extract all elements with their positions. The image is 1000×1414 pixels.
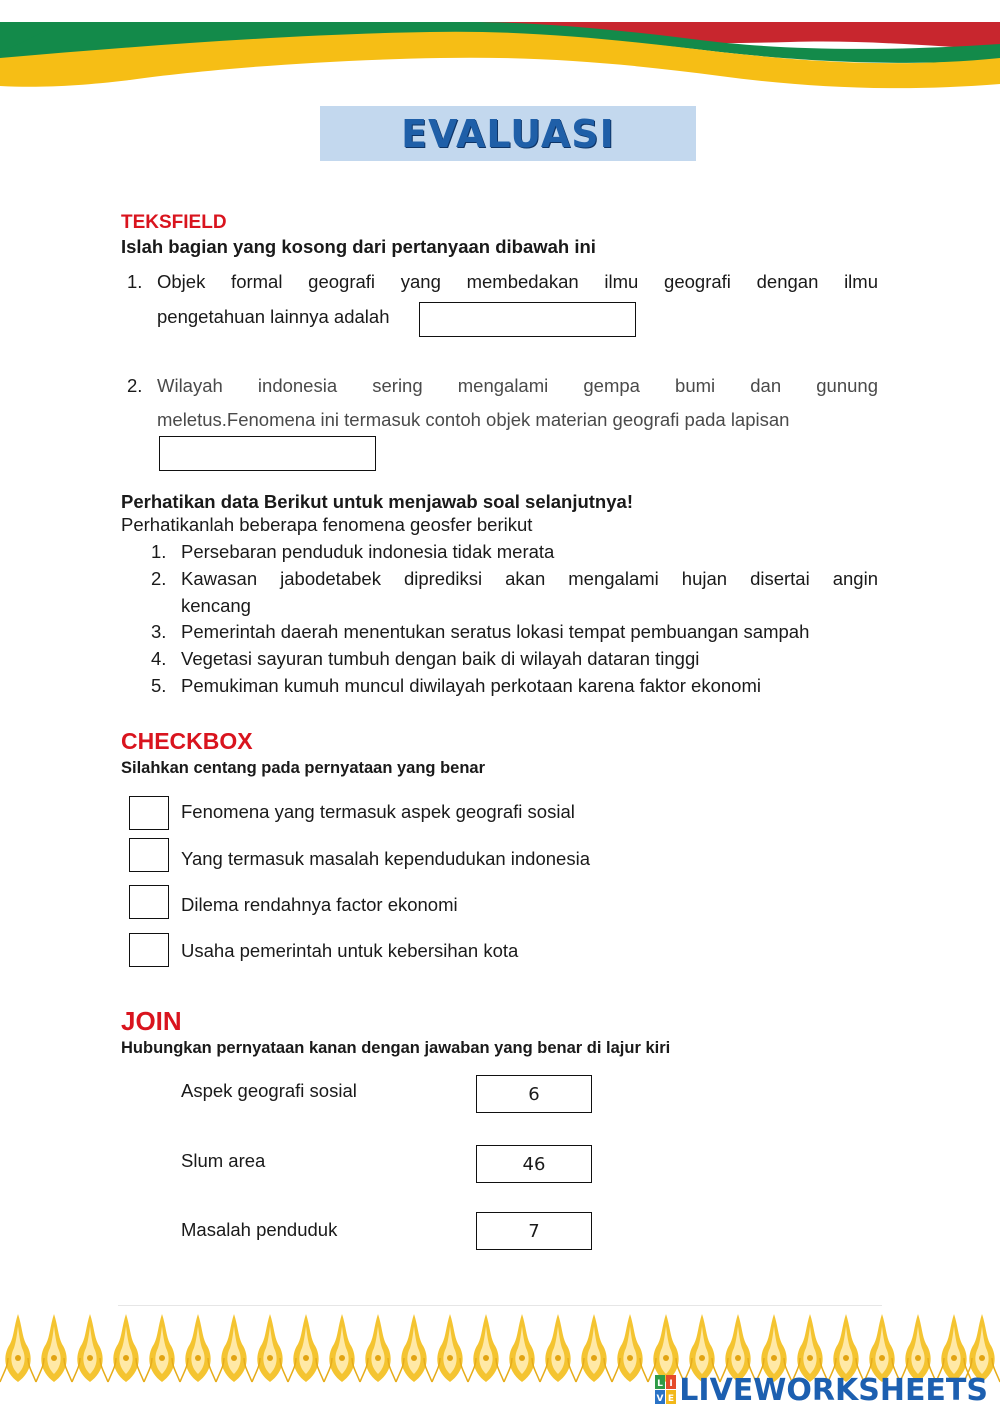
svg-text:V: V	[656, 1394, 664, 1404]
join-answer-box-2[interactable]: 46	[476, 1145, 592, 1183]
join-heading: JOIN	[121, 1006, 182, 1036]
checkbox-option-1[interactable]	[129, 796, 169, 830]
list-item-number: 2.	[151, 568, 167, 589]
footer-divider	[118, 1305, 882, 1306]
liveworksheets-badge-icon	[655, 1375, 677, 1405]
checkbox-label-2: Yang termasuk masalah kependudukan indonesia	[181, 848, 590, 869]
teksfield-instruction: Islah bagian yang kosong dari pertanyaan dibawah ini	[121, 236, 596, 257]
question-1-number: 1.	[127, 271, 143, 292]
list-item-number: 3.	[151, 621, 167, 642]
join-answer-box-1[interactable]: 6	[476, 1075, 592, 1113]
question-1-line-2: pengetahuan lainnya adalah	[157, 306, 390, 327]
checkbox-option-2[interactable]	[129, 838, 169, 872]
list-item-number: 1.	[151, 541, 167, 562]
header-banner	[0, 0, 1000, 120]
list-item: Kawasan jabodetabek diprediksi akan mengalami hujan disertai angin	[181, 568, 878, 589]
svg-text:I: I	[669, 1379, 673, 1389]
page-title: EVALUASI	[401, 111, 615, 156]
data-intro: Perhatikanlah beberapa fenomena geosfer berikut	[121, 514, 533, 535]
question-1-answer-field[interactable]	[419, 302, 636, 337]
question-2-line-1: Wilayah indonesia sering mengalami gempa bumi dan gunung	[157, 375, 878, 396]
join-label-3: Masalah penduduk	[181, 1219, 338, 1240]
checkbox-label-4: Usaha pemerintah untuk kebersihan kota	[181, 940, 519, 961]
checkbox-option-3[interactable]	[129, 885, 169, 919]
checkbox-instruction: Silahkan centang pada pernyataan yang benar	[121, 759, 486, 777]
list-item: Persebaran penduduk indonesia tidak merata	[181, 541, 555, 562]
title-box	[320, 106, 696, 161]
join-instruction: Hubungkan pernyataan kanan dengan jawaban yang benar di lajur kiri	[121, 1039, 671, 1057]
checkbox-label-1: Fenomena yang termasuk aspek geografi sosial	[181, 801, 575, 822]
list-item: Vegetasi sayuran tumbuh dengan baik di wilayah dataran tinggi	[181, 648, 700, 669]
svg-text:E: E	[668, 1394, 675, 1404]
checkbox-option-4[interactable]	[129, 933, 169, 967]
question-2-line-2: meletus.Fenomena ini termasuk contoh objek materian geografi pada lapisan	[157, 409, 790, 430]
liveworksheets-brand: LIVEWORKSHEETS	[679, 1372, 988, 1408]
checkbox-heading: CHECKBOX	[121, 728, 253, 754]
svg-text:L: L	[657, 1379, 664, 1389]
join-label-1: Aspek geografi sosial	[181, 1080, 357, 1101]
question-1-line-1: Objek formal geografi yang membedakan ilmu geografi dengan ilmu	[157, 271, 878, 292]
list-item: Pemerintah daerah menentukan seratus lokasi tempat pembuangan sampah	[181, 621, 810, 642]
list-item-number: 4.	[151, 648, 167, 669]
join-answer-box-3[interactable]: 7	[476, 1212, 592, 1250]
data-heading: Perhatikan data Berikut untuk menjawab soal selanjutnya!	[121, 491, 633, 512]
join-label-2: Slum area	[181, 1150, 266, 1171]
question-2-answer-field[interactable]	[159, 436, 376, 471]
list-item-continuation: kencang	[181, 595, 251, 616]
list-item-number: 5.	[151, 675, 167, 696]
teksfield-heading: TEKSFIELD	[121, 212, 227, 233]
list-item: Pemukiman kumuh muncul diwilayah perkotaan karena faktor ekonomi	[181, 675, 761, 696]
checkbox-label-3: Dilema rendahnya factor ekonomi	[181, 894, 458, 915]
liveworksheets-logo[interactable]	[655, 1372, 988, 1408]
question-2-number: 2.	[127, 375, 143, 396]
